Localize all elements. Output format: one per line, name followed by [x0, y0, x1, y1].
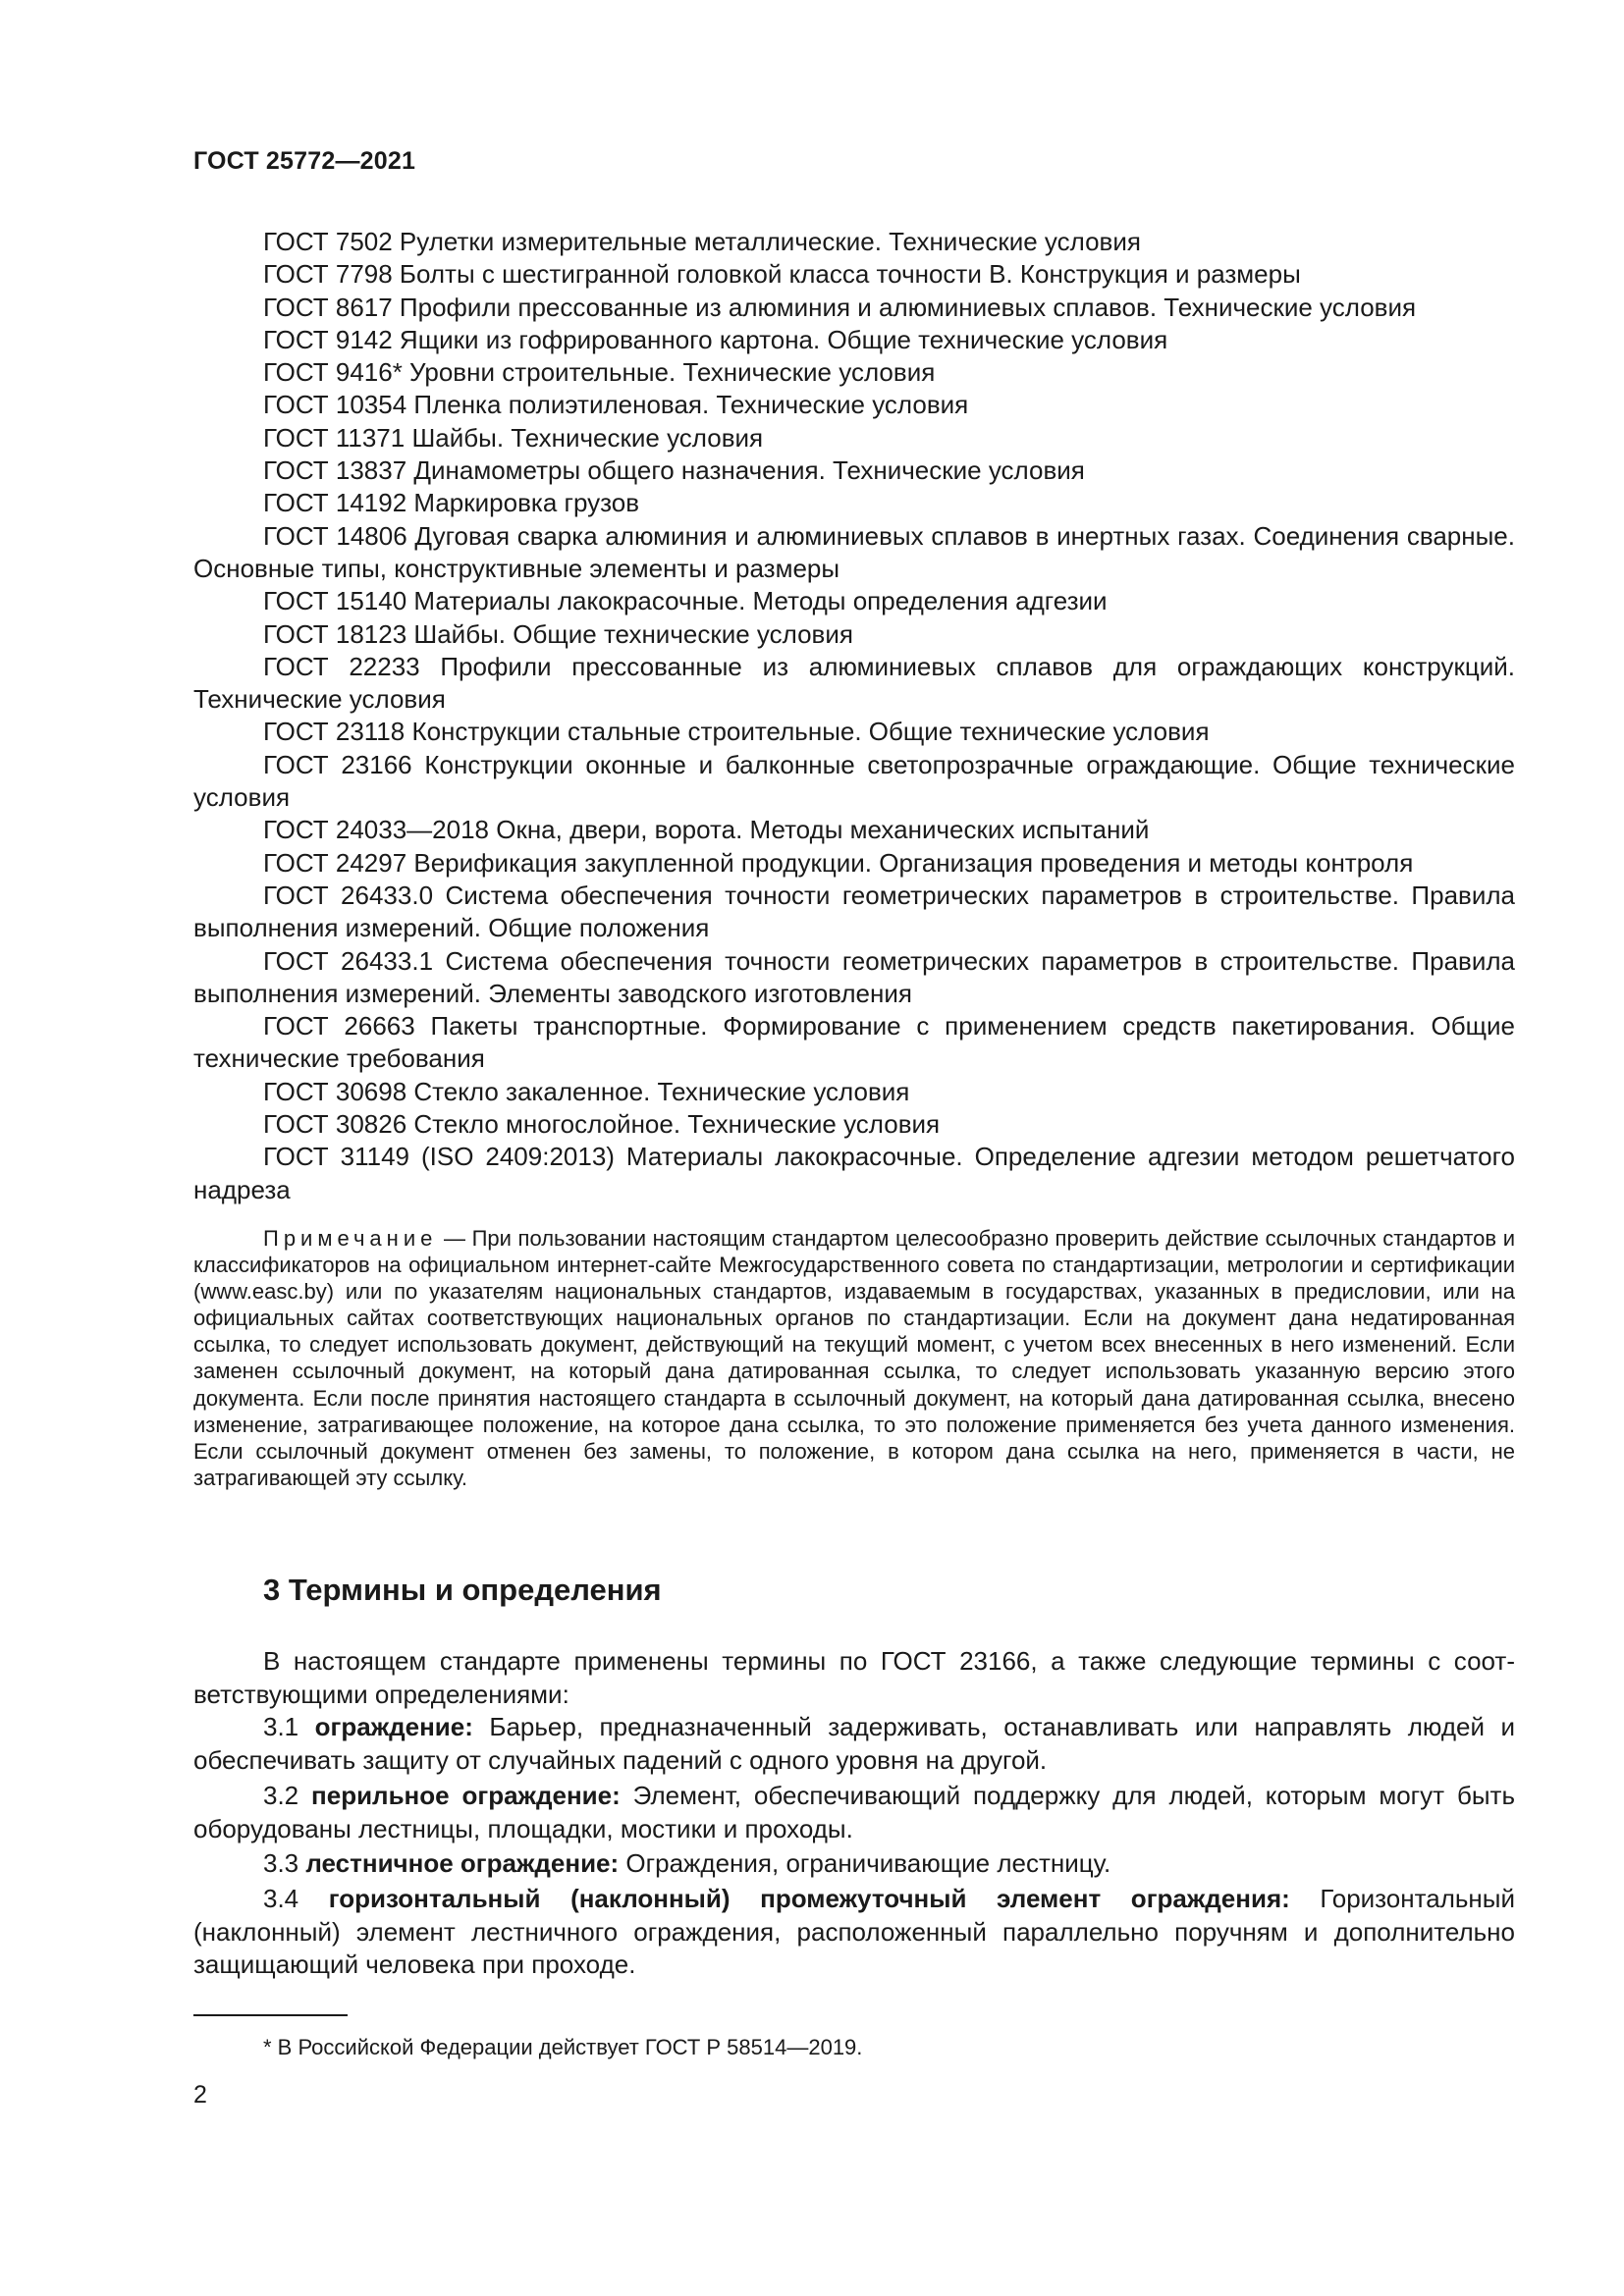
reference-item: ГОСТ 24297 Верификация закупленной продукции. Организация проведения и методы контроля: [263, 847, 1414, 878]
reference-item: ГОСТ 23118 Конструкции стальные строительные. Общие технические условия: [263, 717, 1210, 747]
term-entry: [193, 1847, 1515, 1881]
reference-item: ГОСТ 9142 Ящики из гофрированного картона. Общие технические условия: [263, 324, 1168, 354]
document-header: ГОСТ 25772—2021: [193, 147, 416, 175]
term-number: 3.3: [263, 1848, 306, 1879]
term-number: 3.2: [263, 1780, 312, 1810]
reference-item: ГОСТ 18123 Шайбы. Общие технические условия: [263, 618, 853, 649]
reference-item: ГОСТ 26433.1 Система обеспечения точности геометрических параметров в строительстве. Правила выполнения измерений. Элементы заводского изготовления: [193, 945, 1515, 1008]
term-number: 3.4: [263, 1883, 329, 1913]
reference-item: ГОСТ 15140 Материалы лакокрасочные. Методы определения адгезии: [263, 586, 1108, 616]
terms-definitions: [193, 1645, 1515, 1984]
reference-item: ГОСТ 26433.0 Система обеспечения точности геометрических параметров в строительстве. Правила выполнения измерений. Общие положения: [193, 880, 1515, 943]
term-entry: [193, 1780, 1515, 1845]
section-intro: В настоящем стандарте применены термины по ГОСТ 23166, а также следующие термины с соответствующими определениями:: [193, 1646, 1515, 1709]
reference-item: ГОСТ 13837 Динамометры общего назначения. Технические условия: [263, 455, 1085, 486]
term-number: 3.1: [263, 1712, 315, 1742]
reference-item: ГОСТ 14192 Маркировка грузов: [263, 488, 640, 518]
note-text: — При пользовании настоящим стандартом целесообразно проверить действие ссылочных стандартов и классификаторов на официальном интернет-сайте Межгосударственного совета по стандартизации, метрологии и сертификации (www.easc.by) или по указателям национальных стандартов, издаваемым в государствах, указанных в предисловии, или на официальных сайтах соответствующих национальных органов по стандартизации. Если на документ дана недатированная ссылка, то следует использовать документ, действующий на текущий момент, с учетом всех внесенных в него изменений. Если заменен ссылочный документ, на который дана датированная ссылка, то следует использовать указанную версию этого документа. Если после принятия настоящего стандарта в ссылочный документ, на который дана датированная ссылка, внесено изменение, затрагивающее положение, на которое дана ссылка, то это положение применяется без учета данного изменения. Если ссылочный документ отменен без замены, то положение, в котором дана ссылка на него, применяется в части, не затрагивающей эту ссылку.: [193, 1226, 1515, 1490]
reference-item: ГОСТ 11371 Шайбы. Технические условия: [263, 422, 764, 453]
page-number: 2: [193, 2081, 207, 2109]
reference-item: ГОСТ 26663 Пакеты транспортные. Формирование с применением средств пакетирования. Общие технические требования: [193, 1011, 1515, 1074]
reference-item: ГОСТ 10354 Пленка полиэтиленовая. Технические условия: [263, 390, 969, 420]
term-definition: Ограждения, ограничивающие лестницу.: [619, 1848, 1111, 1879]
note-label: Примечание: [263, 1226, 438, 1251]
term-name: горизонтальный (наклонный) промежуточный элемент ограждения:: [328, 1883, 1290, 1913]
reference-item: ГОСТ 8617 Профили прессованные из алюминия и алюминиевых сплавов. Технические условия: [263, 292, 1417, 322]
footnote: * В Российской Федерации действует ГОСТ Р 58514—2019.: [263, 2035, 863, 2059]
reference-item: ГОСТ 22233 Профили прессованные из алюминиевых сплавов для ограждающих конструкций. Технические условия: [193, 651, 1515, 715]
reference-item: ГОСТ 7798 Болты с шестигранной головкой класса точности В. Конструкция и размеры: [263, 259, 1301, 290]
term-entry: [193, 1711, 1515, 1777]
reference-item: ГОСТ 24033—2018 Окна, двери, ворота. Методы механических испытаний: [263, 815, 1150, 845]
reference-item: ГОСТ 14806 Дуговая сварка алюминия и алюминиевых сплавов в инертных газах. Соединения сварные. Основные типы, конструктивные элементы и размеры: [193, 520, 1515, 583]
normative-references-list: [193, 226, 1515, 1206]
term-name: ограждение:: [314, 1712, 473, 1742]
reference-item: ГОСТ 23166 Конструкции оконные и балконные светопрозрачные ограждающие. Общие технические условия: [193, 749, 1515, 813]
term-name: лестничное ограждение:: [305, 1848, 620, 1879]
term-definition: Барьер, предназначенный задерживать, останавливать или направлять людей и обеспечивать защиту от случайных падений с одного уровня на другой.: [193, 1712, 1515, 1776]
note-paragraph: [193, 1225, 1515, 1491]
term-name: перильное ограждение:: [311, 1780, 621, 1810]
term-entry: [193, 1883, 1515, 1982]
term-definition: Элемент, обеспечивающий поддержку для людей, которым могут быть оборудованы лестницы, площадки, мостики и проходы.: [193, 1780, 1515, 1843]
reference-item: ГОСТ 9416* Уровни строительные. Технические условия: [263, 357, 936, 388]
references-note: [193, 1225, 1515, 1491]
section-title: 3 Термины и определения: [263, 1573, 662, 1607]
reference-item: ГОСТ 7502 Рулетки измерительные металлические. Технические условия: [263, 227, 1141, 256]
reference-item: ГОСТ 30698 Стекло закаленное. Технические условия: [263, 1076, 910, 1106]
reference-item: ГОСТ 30826 Стекло многослойное. Технические условия: [263, 1109, 941, 1140]
footnote-divider: [193, 2014, 348, 2016]
reference-item: ГОСТ 31149 (ISO 2409:2013) Материалы лакокрасочные. Определение адгезии методом решетчатого надреза: [193, 1142, 1515, 1204]
term-definition: Горизонтальный (наклонный) элемент лестничного ограждения, расположенный параллельно поручням и дополнительно защищающий человека при проходе.: [193, 1883, 1515, 1980]
